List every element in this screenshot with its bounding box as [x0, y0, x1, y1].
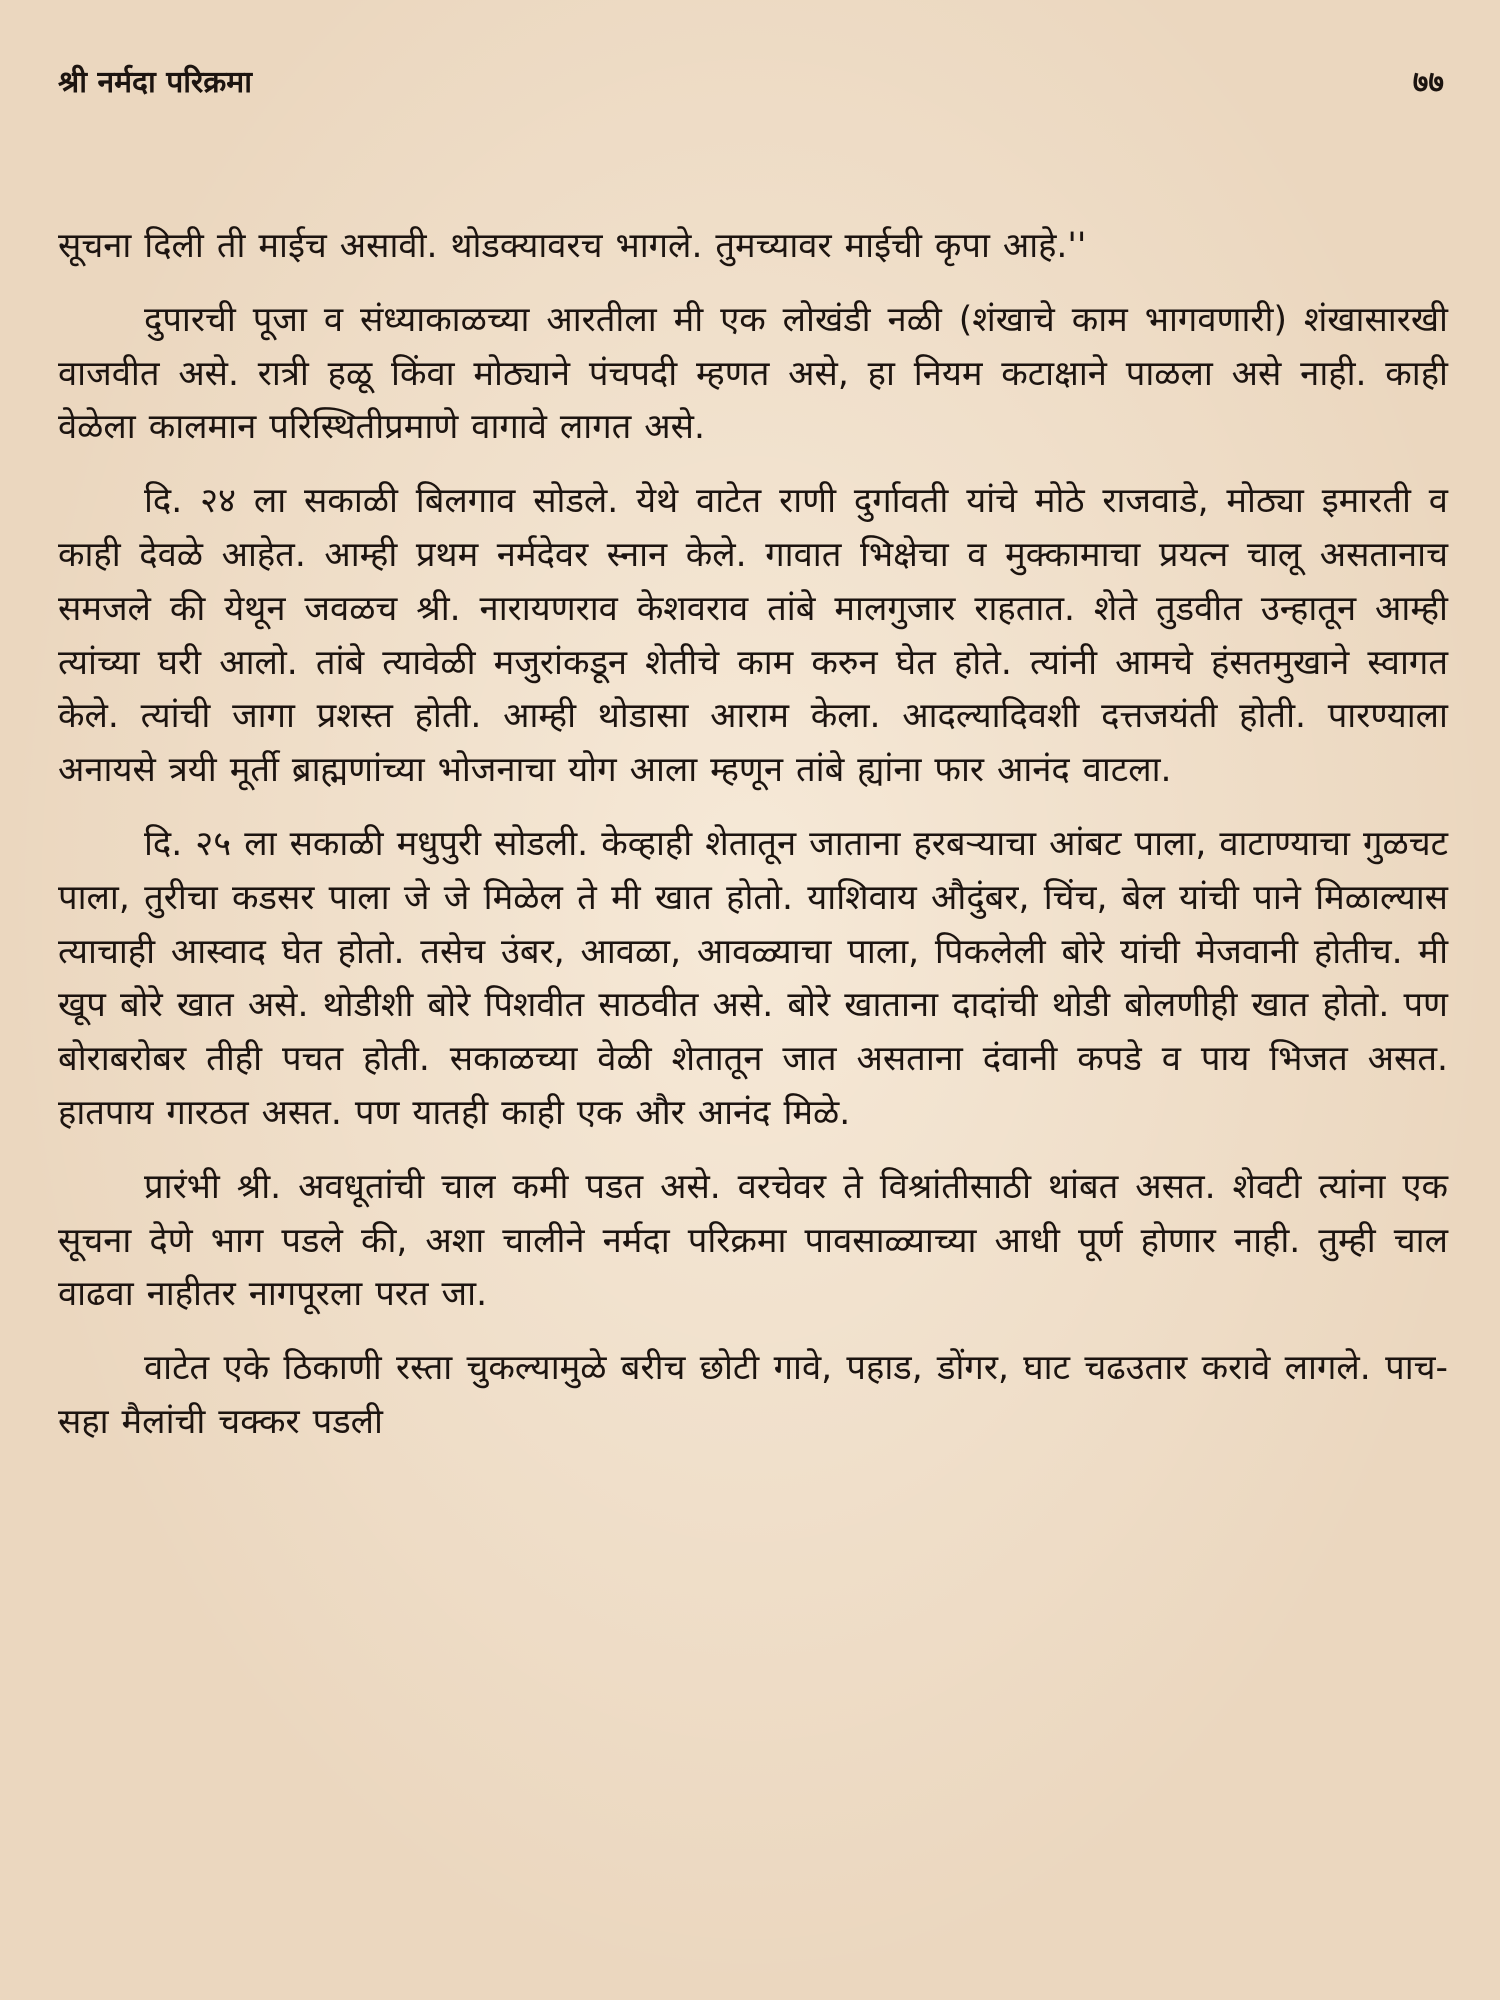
running-header — [58, 60, 1448, 120]
paragraph: वाटेत एके ठिकाणी रस्ता चुकल्यामुळे बरीच छोटी गावे, पहाड, डोंगर, घाट चढउतार करावे लागले. पाच-सहा मैलांची चक्कर पडली — [58, 1348, 1448, 1442]
paragraph: दि. २४ ला सकाळी बिलगाव सोडले. येथे वाटेत राणी दुर्गावती यांचे मोठे राजवाडे, मोठ्या इमारती व काही देवळे आहेत. आम्ही प्रथम नर्मदेवर स्नान केले. गावात भिक्षेचा व मुक्कामाचा प्रयत्न चालू असतानाच समजले की येथून जवळच श्री. नारायणराव केशवराव तांबे मालगुजार राहतात. शेते तुडवीत उन्हातून आम्ही त्यांच्या घरी आलो. तांबे त्यावेळी मजुरांकडून शेतीचे काम करुन घेत होते. त्यांनी आमचे हंसतमुखाने स्वागत केले. त्यांची जागा प्रशस्त होती. आम्ही थोडासा आराम केला. आदल्यादिवशी दत्तजयंती होती. पारण्याला अनायसे त्रयी मूर्ती ब्राह्मणांच्या भोजनाचा योग आला म्हणून तांबे ह्यांना फार आनंद वाटला. — [58, 481, 1448, 791]
paragraph: दि. २५ ला सकाळी मधुपुरी सोडली. केव्हाही शेतातून जाताना हरबऱ्याचा आंबट पाला, वाटाण्याचा गुळचट पाला, तुरीचा कडसर पाला जे जे मिळेल ते मी खात होतो. याशिवाय औदुंबर, चिंच, बेल यांची पाने मिळाल्यास त्याचाही आस्वाद घेत होतो. तसेच उंबर, आवळा, आवळ्याचा पाला, पिकलेली बोरे यांची मेजवानी होतीच. मी खूप बोरे खात असे. थोडीशी बोरे पिशवीत साठवीत असे. बोरे खाताना दादांची थोडी बोलणीही खात होतो. पण बोराबरोबर तीही पचत होती. सकाळच्या वेळी शेतातून जात असताना दंवानी कपडे व पाय भिजत असत. हातपाय गारठत असत. पण यातही काही एक और आनंद मिळे. — [58, 823, 1448, 1133]
paragraph: सूचना दिली ती माईच असावी. थोडक्यावरच भागले. तुमच्यावर माईची कृपा आहे.'' — [58, 226, 1087, 266]
body-text — [58, 220, 1448, 1450]
paragraph: प्रारंभी श्री. अवधूतांची चाल कमी पडत असे. वरचेवर ते विश्रांतीसाठी थांबत असत. शेवटी त्यांना एक सूचना देणे भाग पडले की, अशा चालीने नर्मदा परिक्रमा पावसाळ्याच्या आधी पूर्ण होणार नाही. तुम्ही चाल वाढवा नाहीतर नागपूरला परत जा. — [58, 1166, 1448, 1315]
running-title: श्री नर्मदा परिक्रमा — [58, 65, 253, 100]
page-number: ७७ — [1412, 65, 1444, 100]
paragraph: दुपारची पूजा व संध्याकाळच्या आरतीला मी एक लोखंडी नळी (शंखाचे काम भागवणारी) शंखासारखी वाजवीत असे. रात्री हळू किंवा मोठ्याने पंचपदी म्हणत असे, हा नियम कटाक्षाने पाळला असे नाही. काही वेळेला कालमान परिस्थितीप्रमाणे वागावे लागत असे. — [58, 299, 1448, 448]
